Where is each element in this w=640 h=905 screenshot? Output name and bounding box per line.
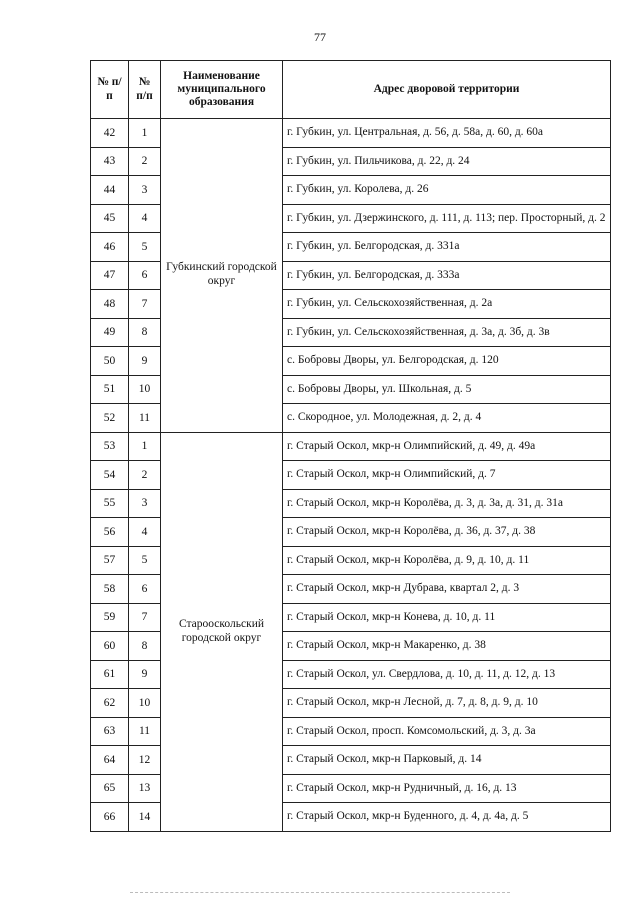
header-row-number: № п/п xyxy=(91,61,129,119)
group-row-number-cell: 10 xyxy=(129,375,161,404)
group-row-number-cell: 3 xyxy=(129,176,161,205)
group-row-number-cell: 5 xyxy=(129,546,161,575)
address-cell: г. Старый Оскол, мкр-н Буденного, д. 4, д. 4а, д. 5 xyxy=(283,803,611,832)
group-row-number-cell: 1 xyxy=(129,119,161,148)
municipality-cell: Губкинский городской округ xyxy=(161,119,283,433)
address-cell: г. Старый Оскол, мкр-н Рудничный, д. 16, д. 13 xyxy=(283,774,611,803)
scan-edge-divider xyxy=(130,892,510,893)
page-number: 77 xyxy=(314,30,326,44)
row-number-cell: 47 xyxy=(91,261,129,290)
row-number-cell: 63 xyxy=(91,717,129,746)
address-cell: г. Старый Оскол, мкр-н Конева, д. 10, д. 11 xyxy=(283,603,611,632)
group-row-number-cell: 12 xyxy=(129,746,161,775)
row-number-cell: 53 xyxy=(91,432,129,461)
address-cell: с. Скородное, ул. Молодежная, д. 2, д. 4 xyxy=(283,404,611,433)
row-number-cell: 49 xyxy=(91,318,129,347)
group-row-number-cell: 5 xyxy=(129,233,161,262)
address-cell: г. Губкин, ул. Дзержинского, д. 111, д. 113; пер. Просторный, д. 2 xyxy=(283,204,611,233)
address-cell: г. Старый Оскол, мкр-н Макаренко, д. 38 xyxy=(283,632,611,661)
table-row xyxy=(91,432,611,461)
row-number-cell: 56 xyxy=(91,518,129,547)
row-number-cell: 51 xyxy=(91,375,129,404)
address-cell: г. Старый Оскол, мкр-н Лесной, д. 7, д. 8, д. 9, д. 10 xyxy=(283,689,611,718)
header-group-row-number: № п/п xyxy=(129,61,161,119)
group-row-number-cell: 11 xyxy=(129,717,161,746)
address-cell: г. Старый Оскол, мкр-н Королёва, д. 36, д. 37, д. 38 xyxy=(283,518,611,547)
group-row-number-cell: 13 xyxy=(129,774,161,803)
address-cell: г. Старый Оскол, мкр-н Олимпийский, д. 7 xyxy=(283,461,611,490)
row-number-cell: 46 xyxy=(91,233,129,262)
address-cell: г. Губкин, ул. Сельскохозяйственная, д. 3а, д. 3б, д. 3в xyxy=(283,318,611,347)
address-cell: г. Старый Оскол, просп. Комсомольский, д. 3, д. 3а xyxy=(283,717,611,746)
table-row xyxy=(91,119,611,148)
row-number-cell: 42 xyxy=(91,119,129,148)
header-municipality: Наименование муниципального образования xyxy=(161,61,283,119)
row-number-cell: 57 xyxy=(91,546,129,575)
group-row-number-cell: 2 xyxy=(129,147,161,176)
group-row-number-cell: 8 xyxy=(129,632,161,661)
group-row-number-cell: 7 xyxy=(129,603,161,632)
row-number-cell: 43 xyxy=(91,147,129,176)
municipality-cell: Старооскольский городской округ xyxy=(161,432,283,831)
table-body xyxy=(91,119,611,832)
address-cell: г. Губкин, ул. Центральная, д. 56, д. 58а, д. 60, д. 60а xyxy=(283,119,611,148)
row-number-cell: 50 xyxy=(91,347,129,376)
address-cell: г. Старый Оскол, мкр-н Парковый, д. 14 xyxy=(283,746,611,775)
address-cell: г. Губкин, ул. Королева, д. 26 xyxy=(283,176,611,205)
row-number-cell: 44 xyxy=(91,176,129,205)
row-number-cell: 65 xyxy=(91,774,129,803)
address-cell: г. Губкин, ул. Белгородская, д. 333а xyxy=(283,261,611,290)
group-row-number-cell: 9 xyxy=(129,660,161,689)
address-cell: с. Бобровы Дворы, ул. Белгородская, д. 120 xyxy=(283,347,611,376)
address-cell: г. Губкин, ул. Пильчикова, д. 22, д. 24 xyxy=(283,147,611,176)
group-row-number-cell: 14 xyxy=(129,803,161,832)
row-number-cell: 54 xyxy=(91,461,129,490)
header-address: Адрес дворовой территории xyxy=(283,61,611,119)
table-header-row xyxy=(91,61,611,119)
address-cell: г. Губкин, ул. Сельскохозяйственная, д. 2а xyxy=(283,290,611,319)
group-row-number-cell: 4 xyxy=(129,518,161,547)
row-number-cell: 58 xyxy=(91,575,129,604)
address-cell: с. Бобровы Дворы, ул. Школьная, д. 5 xyxy=(283,375,611,404)
address-table xyxy=(90,60,611,832)
row-number-cell: 60 xyxy=(91,632,129,661)
row-number-cell: 64 xyxy=(91,746,129,775)
group-row-number-cell: 9 xyxy=(129,347,161,376)
group-row-number-cell: 6 xyxy=(129,575,161,604)
row-number-cell: 61 xyxy=(91,660,129,689)
group-row-number-cell: 4 xyxy=(129,204,161,233)
group-row-number-cell: 6 xyxy=(129,261,161,290)
group-row-number-cell: 3 xyxy=(129,489,161,518)
group-row-number-cell: 7 xyxy=(129,290,161,319)
address-cell: г. Старый Оскол, мкр-н Королёва, д. 3, д. 3а, д. 31, д. 31а xyxy=(283,489,611,518)
address-cell: г. Губкин, ул. Белгородская, д. 331а xyxy=(283,233,611,262)
row-number-cell: 66 xyxy=(91,803,129,832)
row-number-cell: 62 xyxy=(91,689,129,718)
group-row-number-cell: 11 xyxy=(129,404,161,433)
row-number-cell: 59 xyxy=(91,603,129,632)
group-row-number-cell: 10 xyxy=(129,689,161,718)
address-cell: г. Старый Оскол, мкр-н Королёва, д. 9, д. 10, д. 11 xyxy=(283,546,611,575)
row-number-cell: 52 xyxy=(91,404,129,433)
group-row-number-cell: 2 xyxy=(129,461,161,490)
address-cell: г. Старый Оскол, ул. Свердлова, д. 10, д. 11, д. 12, д. 13 xyxy=(283,660,611,689)
row-number-cell: 45 xyxy=(91,204,129,233)
row-number-cell: 48 xyxy=(91,290,129,319)
group-row-number-cell: 1 xyxy=(129,432,161,461)
row-number-cell: 55 xyxy=(91,489,129,518)
address-cell: г. Старый Оскол, мкр-н Олимпийский, д. 49, д. 49а xyxy=(283,432,611,461)
address-cell: г. Старый Оскол, мкр-н Дубрава, квартал 2, д. 3 xyxy=(283,575,611,604)
group-row-number-cell: 8 xyxy=(129,318,161,347)
